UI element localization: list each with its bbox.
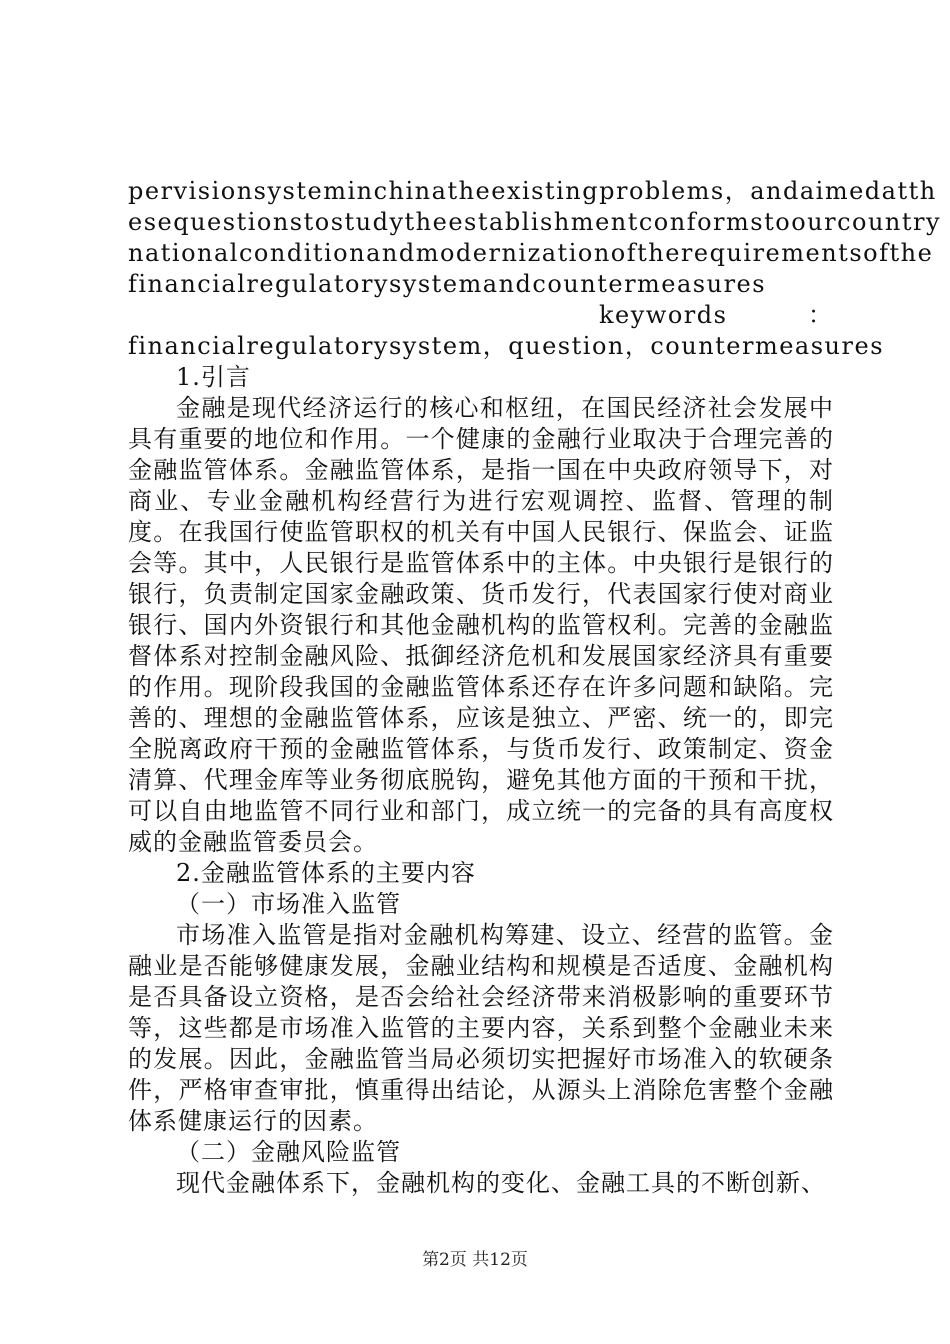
page-footer: 第2页 共12页 (422, 1250, 528, 1270)
subsection-1-paragraph: 市场准入监管是指对金融机构筹建、设立、经营的监管。金融业是否能够健康发展，金融业结构和规模是否适度、金融机构是否具备设立资格，是否会给社会经济带来消极影响的重要环节等，这些都是市场准入监管的主要内容，关系到整个金融业未来的发展。因此，金融监管当局必须切实把握好市场准入的软硬条件，严格审查审批，慎重得出结论，从源头上消除危害整个金融体系健康运行的因素。 (128, 921, 834, 1135)
section-1-paragraph: 金融是现代经济运行的核心和枢纽，在国民经济社会发展中具有重要的地位和作用。一个健康的金融行业取决于合理完善的金融监管体系。金融监管体系，是指一国在中央政府领导下，对商业、专业金融机构经营行为进行宏观调控、监督、管理的制度。在我国行使监管职权的机关有中国人民银行、保监会、证监会等。其中，人民银行是监管体系中的主体。中央银行是银行的银行，负责制定国家金融政策、货币发行，代表国家行使对商业银行、国内外资银行和其他金融机构的监管权利。完善的金融监督体系对控制金融风险、抵御经济危机和发展国家经济具有重要的作用。现阶段我国的金融监管体系还存在许多问题和缺陷。完善的、理想的金融监管体系，应该是独立、严密、统一的，即完全脱离政府干预的金融监管体系，与货币发行、政策制定、资金清算、代理金库等业务彻底脱钩，避免其他方面的干预和干扰，可以自由地监管不同行业和部门，成立统一的完备的具有高度权威的金融监管委员会。 (128, 394, 834, 856)
document-body (128, 176, 942, 1199)
abstract-line-1: pervisionsysteminchinatheexistingproblems，andaimedatth (128, 177, 937, 205)
section-2-title: 2.金融监管体系的主要内容 (176, 859, 476, 887)
section-1-title: 1.引言 (176, 363, 251, 391)
keywords-line (128, 300, 834, 331)
abstract-line-4: financialregulatorysystemandcountermeasures (128, 270, 767, 298)
keywords-label: keywords (599, 301, 728, 329)
abstract-line-2: esequestionstostudytheestablishmentconformstoourcountry (128, 208, 942, 236)
subsection-1-title: （一）市场准入监管 (176, 890, 401, 918)
keywords-text: financialregulatorysystem，question，countermeasures (128, 332, 885, 360)
keywords-colon: ： (808, 301, 832, 329)
subsection-2-paragraph: 现代金融体系下，金融机构的变化、金融工具的不断创新、 (176, 1169, 826, 1197)
abstract-line-3: nationalconditionandmodernizationoftherequirementsofthe (128, 239, 934, 267)
subsection-2-title: （二）金融风险监管 (176, 1138, 401, 1166)
